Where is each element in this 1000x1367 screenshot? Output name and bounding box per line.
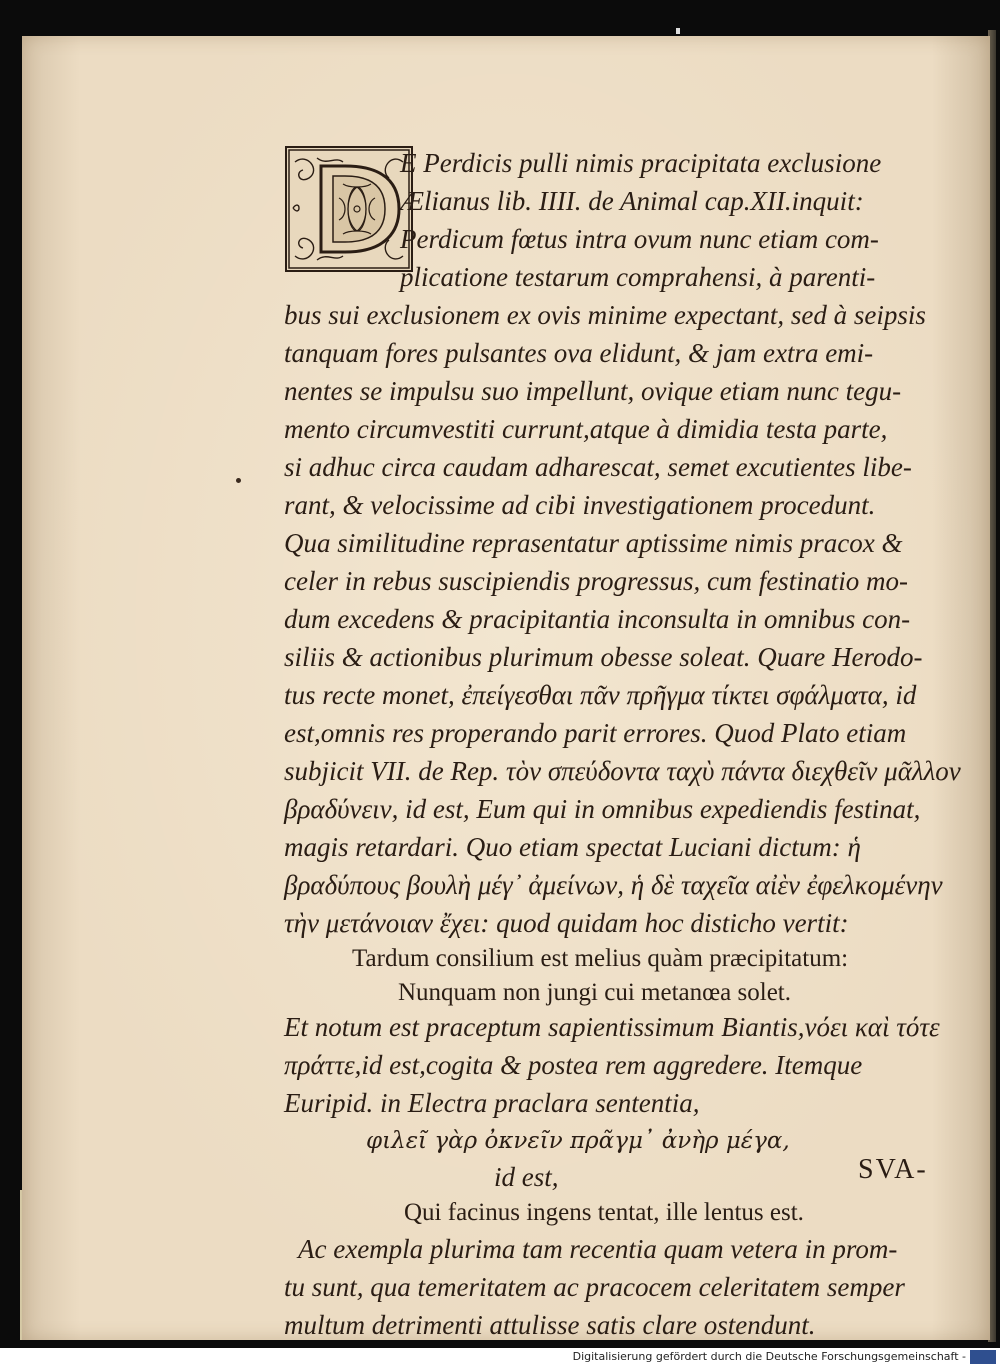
text-line: rant, & velocissime ad cibi investigationem procedunt. <box>284 490 876 520</box>
verse-line: Qui facinus ingens tentat, ille lentus est. <box>404 1199 804 1226</box>
decorated-initial-ornament-icon <box>287 148 411 270</box>
verse-line: Nunquam non jungi cui metanœa solet. <box>398 979 791 1006</box>
text-line: si adhuc circa caudam adharescat, semet excutientes libe- <box>284 452 912 482</box>
text-line: Qua similitudine reprasentatur aptissime nimis pracox & <box>284 528 903 558</box>
text-line: βραδύπους βουλὴ μέγ᾽ ἀμείνων, ἡ δὲ ταχεῖα αἰὲν ἐφελκομένην <box>284 870 943 900</box>
text-line: πράττε,id est,cogita & postea rem aggredere. Itemque <box>284 1050 863 1080</box>
text-line: τὴν μετάνοιαν ἔχει: quod quidam hoc disticho vertit: <box>284 908 849 938</box>
text-line: subjicit VII. de Rep. τὸν σπεύδοντα ταχὺ πάντα διεχθεῖν μᾶλλον <box>284 756 961 786</box>
text-line: multum detrimenti attulisse satis clare ostendunt. <box>284 1310 816 1340</box>
text-line: plicatione testarum comprahensi, à parenti- <box>400 262 876 292</box>
decorated-initial <box>285 146 413 272</box>
text-line: tanquam fores pulsantes ova elidunt, & jam extra emi- <box>284 338 874 368</box>
verse-line: Tardum consilium est melius quàm præcipitatum: <box>352 945 849 972</box>
catchword: SVA- <box>858 1154 928 1185</box>
text-line: βραδύνειν, id est, Eum qui in omnibus expediendis festinat, <box>284 794 921 824</box>
text-line: nentes se impulsu suo impellunt, ovique etiam nunc tegu- <box>284 376 902 406</box>
text-line: Euripid. in Electra praclara sententia, <box>284 1088 700 1118</box>
text-line: mento circumvestiti currunt,atque à dimidia testa parte, <box>284 414 888 444</box>
text-line: bus sui exclusionem ex ovis minime expectant, sed à seipsis <box>284 300 926 330</box>
text-line: est,omnis res properando parit errores. Quod Plato etiam <box>284 718 907 748</box>
greek-verse-line: φιλεῖ γὰρ ὀκνεῖν πρᾶγμ᾽ ἀνὴρ μέγα, <box>366 1128 790 1154</box>
text-line: siliis & actionibus plurimum obesse soleat. Quare Herodo- <box>284 642 923 672</box>
text-line: Perdicum fœtus intra ovum nunc etiam com- <box>400 224 879 254</box>
text-line: Ac exempla plurima tam recentia quam vetera in prom- <box>298 1234 898 1264</box>
text-line: Ælianus lib. IIII. de Animal cap.XII.inquit: <box>400 186 864 216</box>
text-line: E Perdicis pulli nimis pracipitata exclusione <box>400 148 882 178</box>
text-line: magis retardari. Quo etiam spectat Luciani dictum: ἡ <box>284 832 861 862</box>
text-line: tus recte monet, ἐπείγεσθαι πᾶν πρῆγμα τίκτει σφάλματα, id <box>284 680 917 710</box>
dfg-logo <box>970 1350 996 1364</box>
text-line: tu sunt, qua temeritatem ac pracocem celeritatem semper <box>284 1272 905 1302</box>
footer-credit: Digitalisierung gefördert durch die Deutsche Forschungsgemeinschaft - <box>572 1350 966 1363</box>
margin-mark <box>236 478 241 483</box>
text-line: celer in rebus suscipiendis progressus, cum festinatio mo- <box>284 566 908 596</box>
text-line: id est, <box>494 1162 559 1192</box>
text-line: dum excedens & pracipitantia inconsulta in omnibus con- <box>284 604 911 634</box>
scan-mark <box>676 28 680 34</box>
text-line: Et notum est praceptum sapientissimum Biantis,νόει καὶ τότε <box>284 1012 940 1042</box>
footer-bar <box>0 1348 1000 1367</box>
